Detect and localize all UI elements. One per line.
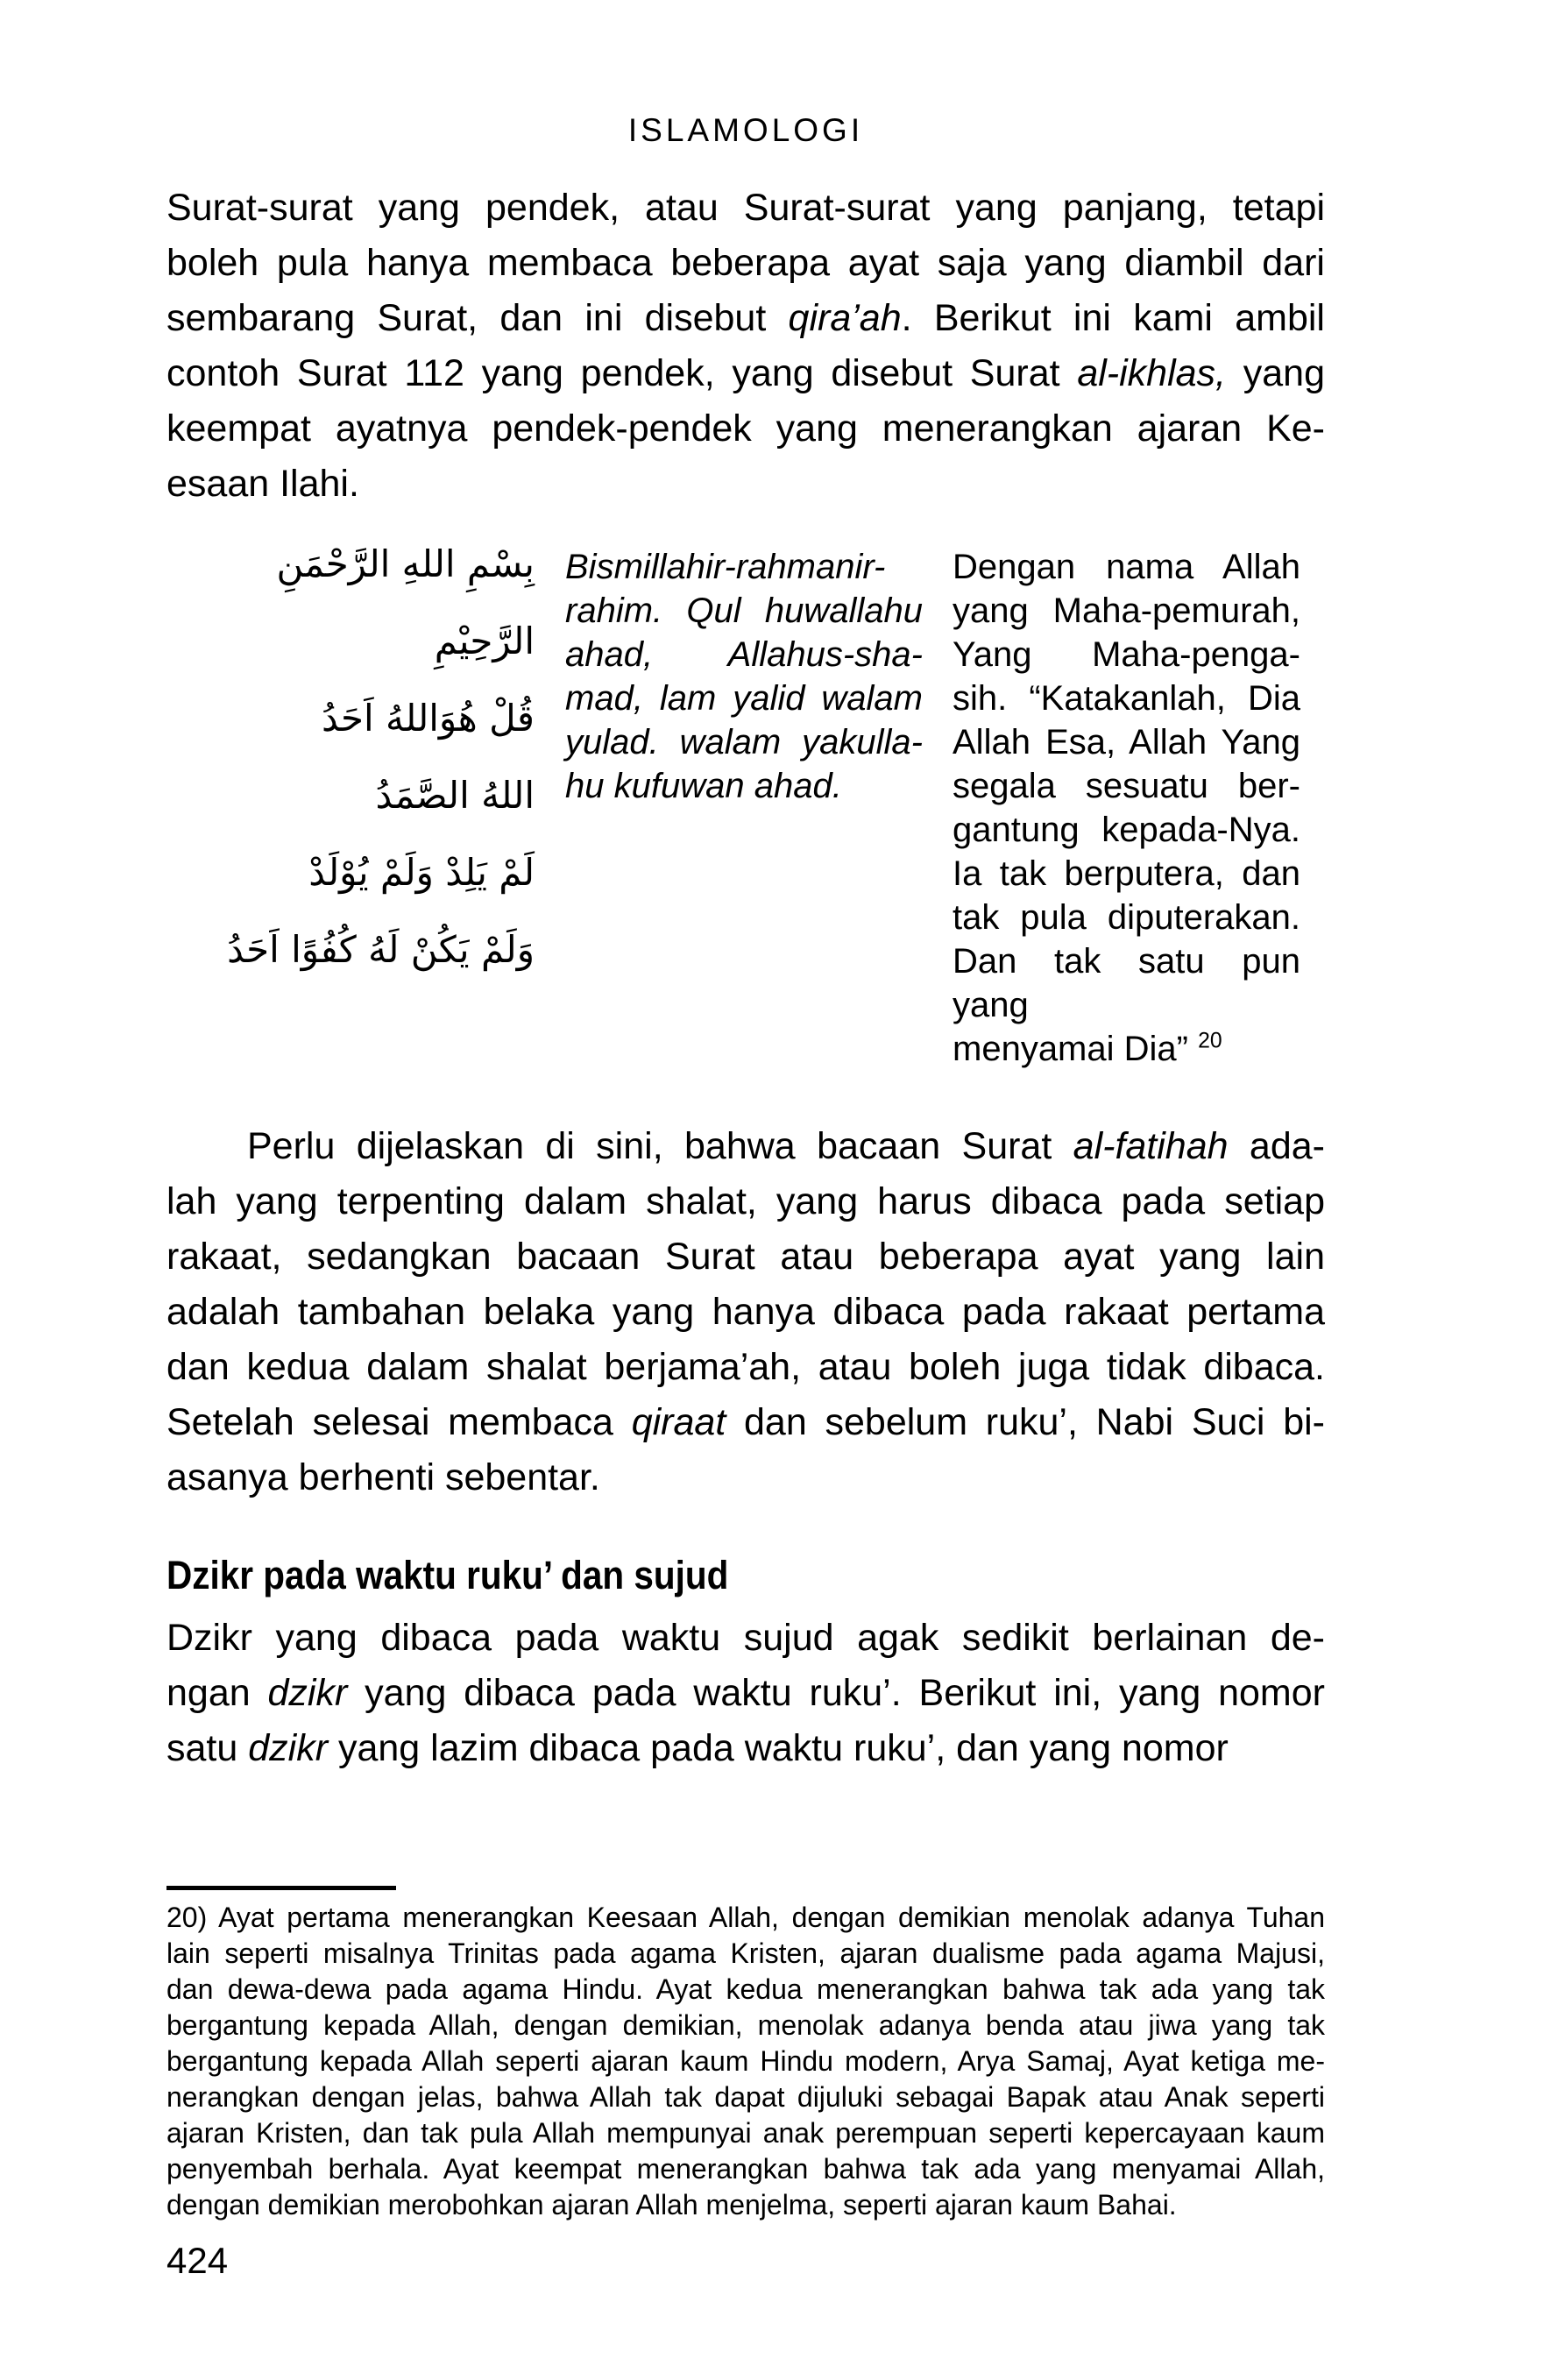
text-line: Dzikr yang dibaca pada waktu sujud agak sedikit berlainan de- — [166, 1617, 1325, 1659]
text-line: قُلْ هُوَاللهُ اَحَدُ — [322, 697, 535, 740]
text-line: اللهُ الصَّمَدُ — [375, 774, 535, 817]
translation-column — [953, 545, 1300, 1071]
text-line: لَمْ يَلِدْ وَلَمْ يُوْلَدْ — [308, 851, 535, 894]
text-line: bergantung kepada Allah, dengan demikian, menolak adanya benda atau jiwa yang tak — [166, 2009, 1325, 2041]
text-line: Allah Esa, Allah Yang — [953, 723, 1300, 761]
text-line: 20) Ayat pertama menerangkan Keesaan Allah, dengan demikian menolak adanya Tuhan — [166, 1902, 1325, 1933]
text-line: lah yang terpenting dalam shalat, yang harus dibaca pada setiap — [166, 1180, 1325, 1222]
text-line: Perlu dijelaskan di sini, bahwa bacaan Surat al-fatihah ada- — [247, 1125, 1325, 1167]
transliteration-column — [565, 545, 923, 808]
text-line: lain seperti misalnya Trinitas pada agama Kristen, ajaran dualisme pada agama Majusi, — [166, 1937, 1325, 1969]
footnote — [166, 1900, 1325, 2223]
text-line: dengan demikian merobohkan ajaran Allah menjelma, seperti ajaran kaum Bahai. — [166, 2189, 1177, 2221]
text-line: penyembah berhala. Ayat keempat menerangkan bahwa tak ada yang menyamai Allah, — [166, 2153, 1325, 2185]
text-line: rahim. Qul huwallahu — [565, 591, 923, 630]
section-heading: Dzikr pada waktu ruku’ dan sujud — [166, 1553, 729, 1597]
text-line: mad, lam yalid walam — [565, 679, 923, 718]
text-line: Yang Maha-penga- — [953, 635, 1300, 674]
text-line: dan kedua dalam shalat berjama’ah, atau boleh juga tidak dibaca. — [166, 1346, 1325, 1388]
footnote-divider — [166, 1886, 396, 1890]
page-number: 424 — [166, 2240, 229, 2281]
section-paragraph — [166, 1611, 1325, 1776]
text-line: وَلَمْ يَكُنْ لَهُ كُفُوًا اَحَدُ — [227, 928, 535, 971]
text-line: contoh Surat 112 yang pendek, yang disebut Surat al-ikhlas, yang — [166, 352, 1325, 394]
body-paragraph — [166, 1119, 1325, 1505]
text-line: ajaran Kristen, dan tak pula Allah mempunyai anak perempuan seperti kepercayaan kaum — [166, 2117, 1325, 2149]
text-line: asanya berhenti sebentar. — [166, 1456, 600, 1498]
text-line: rakaat, sedangkan bacaan Surat atau beberapa ayat yang lain — [166, 1236, 1325, 1278]
text-line: tak pula diputerakan. — [953, 898, 1300, 937]
text-line: sembarang Surat, dan ini disebut qira’ah. Berikut ini kami ambil — [166, 297, 1325, 339]
text-line: keempat ayatnya pendek-pendek yang menerangkan ajaran Ke- — [166, 407, 1325, 450]
text-line: bergantung kepada Allah seperti ajaran kaum Hindu modern, Arya Samaj, Ayat ketiga me- — [166, 2045, 1325, 2077]
text-line: Dan tak satu pun yang — [953, 942, 1300, 1024]
text-line: hu kufuwan ahad. — [565, 767, 842, 805]
text-line: ngan dzikr yang dibaca pada waktu ruku’. Berikut ini, yang nomor — [166, 1672, 1325, 1714]
text-line: Setelah selesai membaca qiraat dan sebelum ruku’, Nabi Suci bi- — [166, 1401, 1325, 1443]
text-line: yulad. walam yakulla- — [565, 723, 923, 761]
page-header-title: ISLAMOLOGI — [627, 112, 864, 148]
text-line: yang Maha-pemurah, — [953, 591, 1300, 630]
text-line: Ia tak berputera, dan — [953, 854, 1300, 893]
text-line: Bismillahir-rahmanir- — [565, 548, 886, 586]
text-line: ahad, Allahus-sha- — [565, 635, 923, 674]
text-line: Surat-surat yang pendek, atau Surat-surat yang panjang, tetapi — [166, 187, 1325, 229]
text-line: gantung kepada-Nya. — [953, 811, 1300, 849]
arabic-verse-column — [166, 526, 535, 988]
text-line: segala sesuatu ber- — [953, 767, 1300, 805]
text-line: بِسْمِ اللهِ الرَّحْمَنِ الرَّحِيْمِ — [276, 542, 535, 662]
text-line: Dengan nama Allah — [953, 548, 1300, 586]
text-line: esaan Ilahi. — [166, 463, 359, 505]
text-line: menyamai Dia” $^{20}$ — [953, 1029, 1222, 1068]
text-line: dan dewa-dewa pada agama Hindu. Ayat kedua menerangkan bahwa tak ada yang tak — [166, 1973, 1325, 2005]
text-line: satu dzikr yang lazim dibaca pada waktu ruku’, dan yang nomor — [166, 1727, 1229, 1769]
text-line: boleh pula hanya membaca beberapa ayat saja yang diambil dari — [166, 242, 1325, 284]
text-line: sih. “Katakanlah, Dia — [953, 679, 1300, 718]
intro-paragraph — [166, 181, 1325, 512]
text-line: adalah tambahan belaka yang hanya dibaca pada rakaat pertama — [166, 1291, 1325, 1333]
text-line: nerangkan dengan jelas, bahwa Allah tak dapat dijuluki sebagai Bapak atau Anak seperti — [166, 2081, 1325, 2113]
